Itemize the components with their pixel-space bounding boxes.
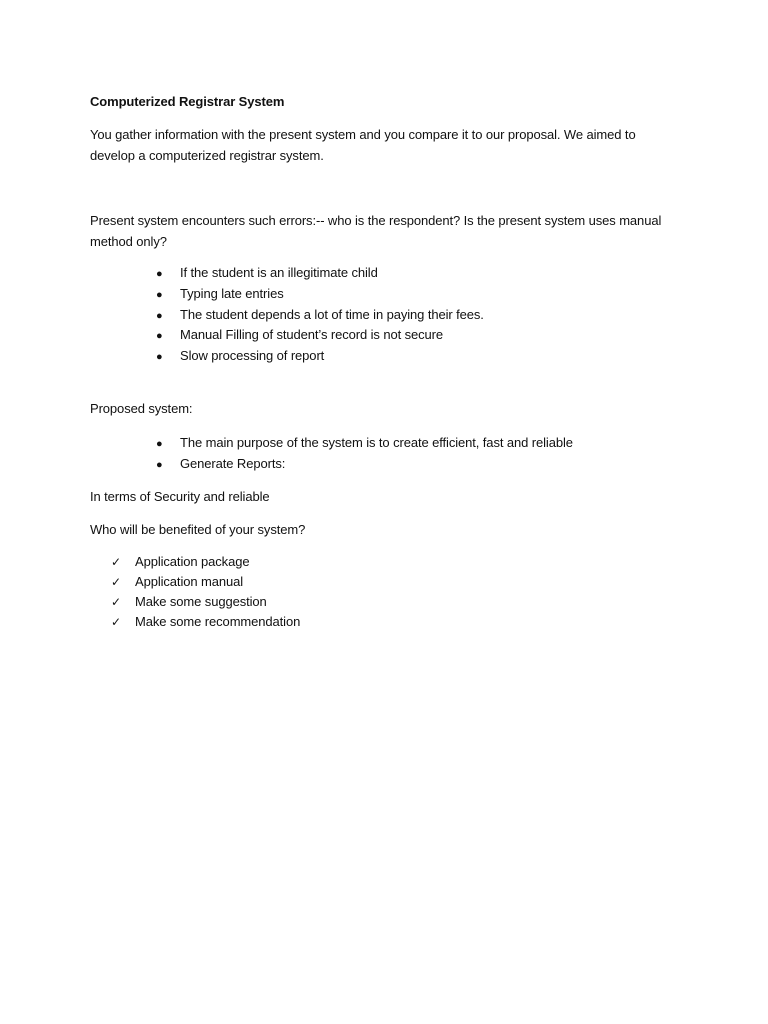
present-system-question: Present system encounters such errors:-- who is the respondent? Is the present system uses manual method only? <box>90 213 662 249</box>
list-item <box>156 325 443 346</box>
list-item-text: Slow processing of report <box>180 348 325 363</box>
bullet-dot-icon: ● <box>156 438 163 450</box>
bullet-dot-icon: ● <box>156 289 163 301</box>
list-item-text: Manual Filling of student’s record is not secure <box>180 327 444 342</box>
bullet-dot-icon: ● <box>156 351 163 363</box>
intro-paragraph: You gather information with the present system and you compare it to our proposal. We aimed to develop a computerized registrar system. <box>90 127 636 163</box>
list-item-text: If the student is an illegitimate child <box>180 265 378 280</box>
checkmark-icon: ✓ <box>111 555 121 569</box>
list-item <box>156 284 284 305</box>
list-item <box>156 305 484 326</box>
bullet-dot-icon: ● <box>156 459 163 471</box>
benefit-question: Who will be benefited of your system? <box>90 522 306 537</box>
list-item-text: The main purpose of the system is to create efficient, fast and reliable <box>180 435 573 450</box>
list-item <box>111 552 249 572</box>
list-item <box>156 263 378 284</box>
list-item <box>156 433 573 454</box>
list-item <box>111 592 267 612</box>
bullet-dot-icon: ● <box>156 310 163 322</box>
checkmark-icon: ✓ <box>111 615 121 629</box>
list-item <box>111 572 243 592</box>
list-item <box>156 346 324 367</box>
list-item <box>156 454 285 475</box>
list-item-text: Make some suggestion <box>135 594 267 609</box>
list-item-text: Typing late entries <box>180 286 284 301</box>
security-line: In terms of Security and reliable <box>90 489 270 504</box>
list-item-text: The student depends a lot of time in paying their fees. <box>180 307 484 322</box>
bullet-dot-icon: ● <box>156 330 163 342</box>
list-item-text: Make some recommendation <box>135 614 301 629</box>
list-item-text: Application package <box>135 554 250 569</box>
proposed-system-heading: Proposed system: <box>90 401 193 416</box>
list-item <box>111 612 300 632</box>
checkmark-icon: ✓ <box>111 575 121 589</box>
checkmark-icon: ✓ <box>111 595 121 609</box>
list-item-text: Application manual <box>135 574 244 589</box>
document-title: Computerized Registrar System <box>90 94 285 109</box>
bullet-dot-icon: ● <box>156 268 163 280</box>
list-item-text: Generate Reports: <box>180 456 286 471</box>
